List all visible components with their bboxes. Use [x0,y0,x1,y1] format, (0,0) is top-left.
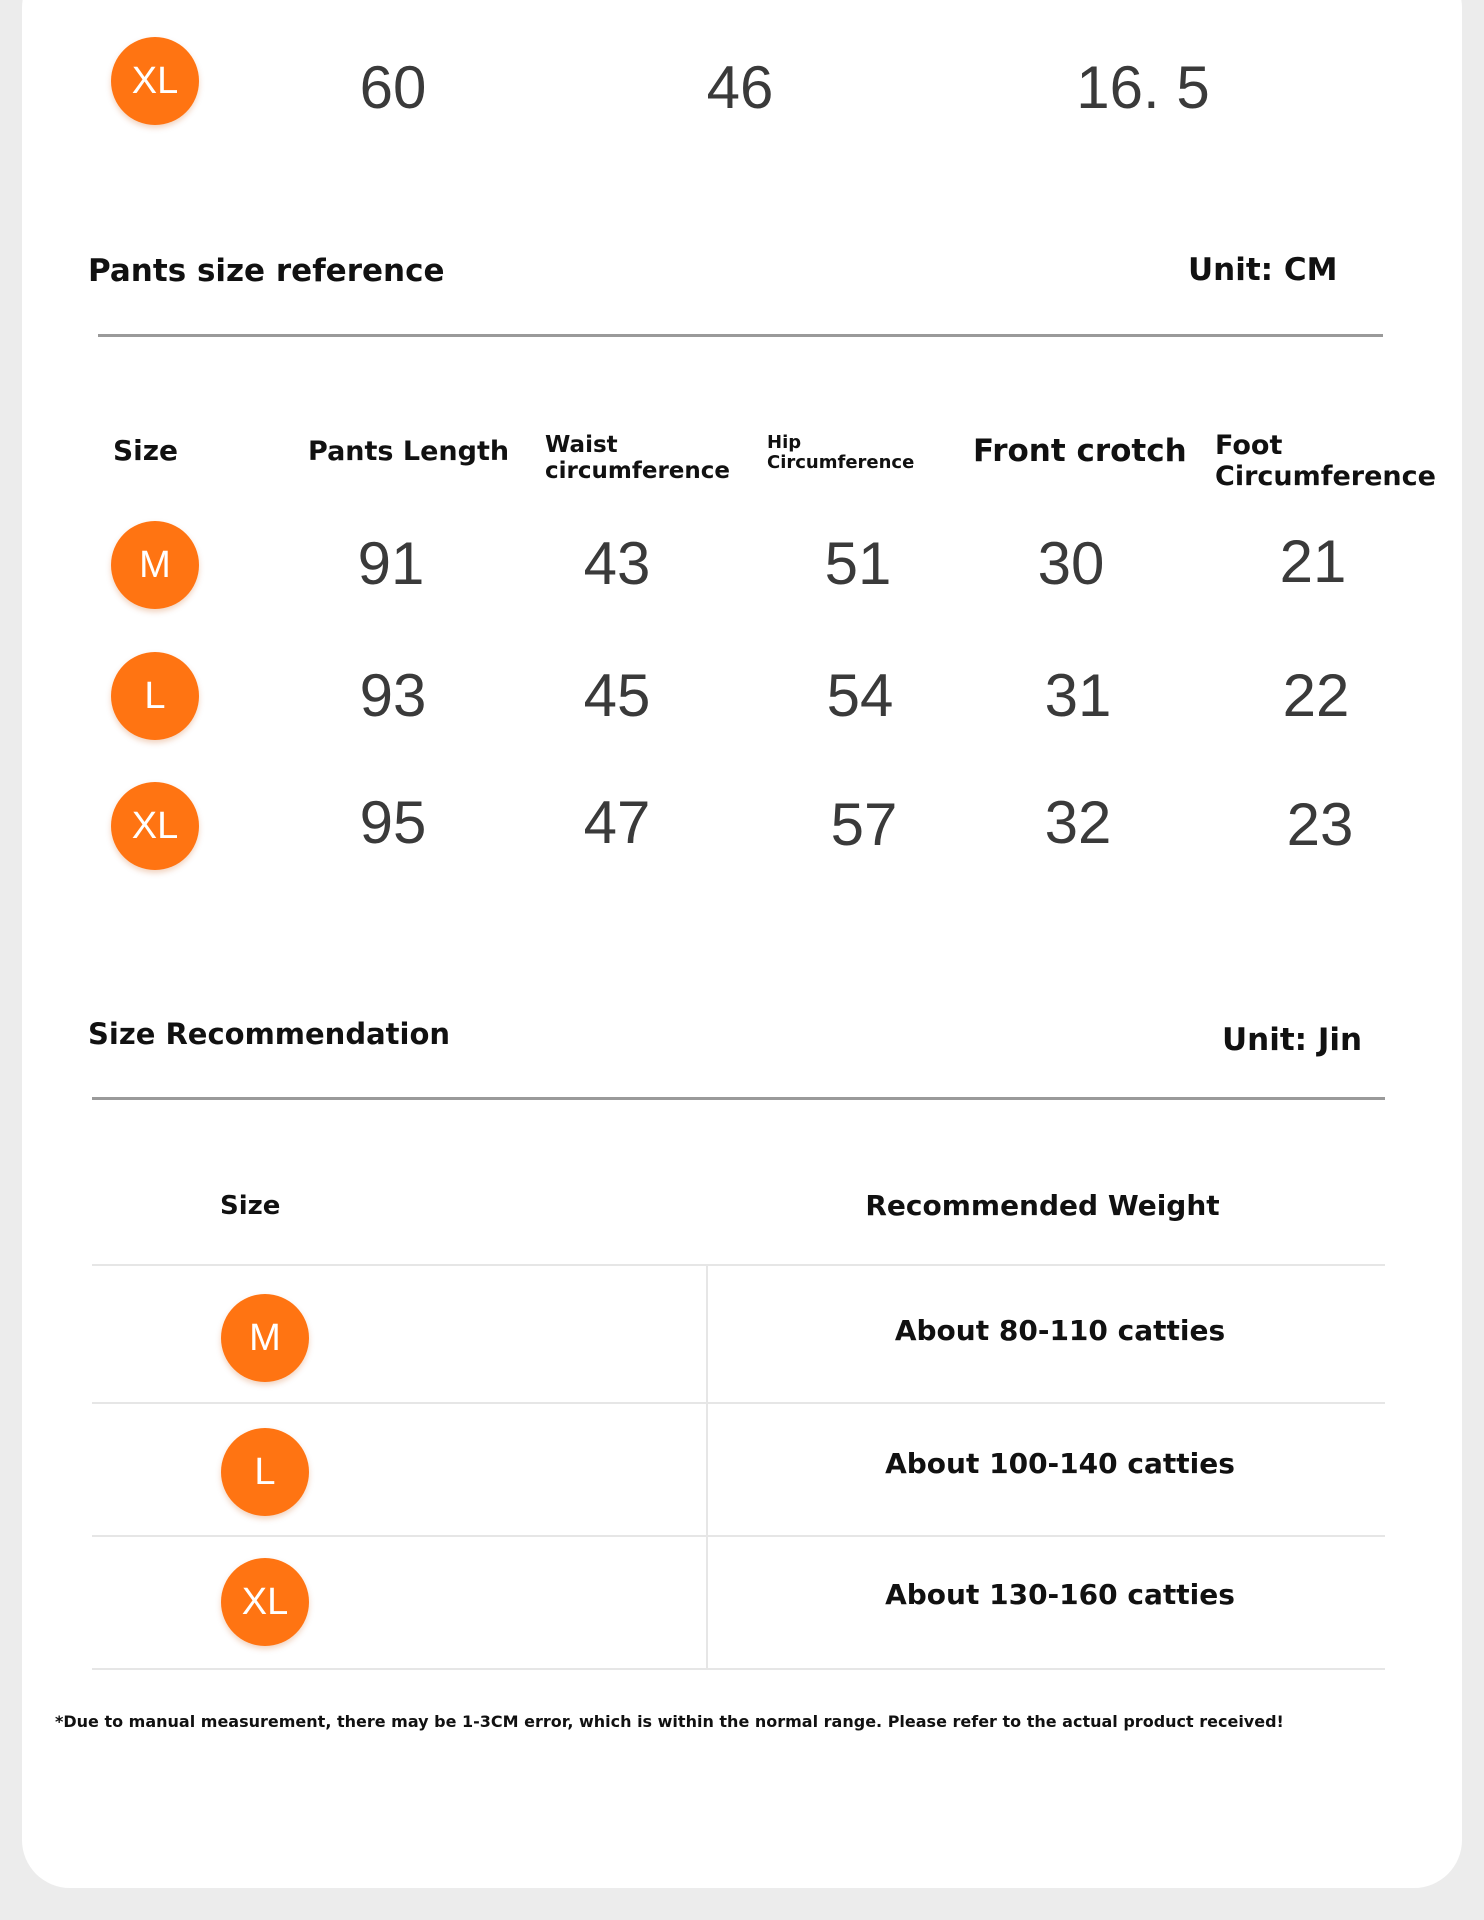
header-foot-line1: Foot [1215,430,1283,461]
header-size: Size [113,434,179,467]
rec-header-weight: Recommended Weight [865,1189,1220,1222]
rec-badge-xl: XL [221,1558,309,1646]
pants-l-length: 93 [359,662,427,729]
header-waist-line1: Waist [545,432,618,458]
pants-xl-waist: 47 [583,789,651,856]
header-foot-line2: Circumference [1215,461,1436,493]
pants-m-waist: 43 [583,530,651,597]
pants-divider [98,334,1383,337]
header-front-crotch: Front crotch [973,433,1187,469]
header-waist [545,432,730,485]
pants-unit-label: Unit: CM [1188,252,1338,288]
rec-table-line-2 [92,1402,1385,1404]
recommendation-divider [92,1097,1385,1100]
header-pants-length: Pants Length [308,436,510,467]
header-hip-line1: Hip [767,432,802,453]
rec-table-line-1 [92,1264,1385,1266]
rec-table-line-4 [92,1668,1385,1670]
header-hip-line2: Circumference [767,451,915,473]
header-foot [1215,430,1436,492]
header-waist-line2: circumference [545,458,730,485]
pants-xl-length: 95 [359,789,427,856]
pants-l-hip: 54 [826,662,894,729]
top-value-2: 46 [706,54,774,121]
pants-m-hip: 51 [824,530,892,597]
measurement-note: *Due to manual measurement, there may be 1-3CM error, which is within the normal range. Please refer to the actual product received! [55,1712,1284,1731]
pants-l-crotch: 31 [1044,662,1112,729]
pants-m-crotch: 30 [1037,530,1105,597]
size-badge-l: L [111,652,199,740]
pants-m-length: 91 [357,530,425,597]
rec-weight-m: About 80-110 catties [894,1314,1226,1347]
size-badge-m: M [111,521,199,609]
rec-table-line-3 [92,1535,1385,1537]
pants-xl-hip: 57 [830,791,898,858]
top-value-3: 16. 5 [1076,54,1210,121]
recommendation-unit-label: Unit: Jin [1222,1022,1363,1058]
size-badge-xl: XL [111,37,199,125]
rec-weight-l: About 100-140 catties [885,1447,1235,1480]
pants-xl-crotch: 32 [1044,789,1112,856]
pants-section-title: Pants size reference [88,253,445,289]
rec-table-divider [706,1265,708,1669]
pants-l-foot: 22 [1282,662,1350,729]
pants-l-waist: 45 [583,662,651,729]
header-hip [767,433,914,473]
rec-header-size: Size [220,1191,281,1221]
size-badge-xl-2: XL [111,782,199,870]
pants-xl-foot: 23 [1286,791,1354,858]
recommendation-section-title: Size Recommendation [88,1017,451,1051]
top-value-1: 60 [359,54,427,121]
rec-badge-m: M [221,1294,309,1382]
rec-badge-l: L [221,1428,309,1516]
pants-m-foot: 21 [1279,528,1347,595]
rec-weight-xl: About 130-160 catties [885,1578,1235,1611]
